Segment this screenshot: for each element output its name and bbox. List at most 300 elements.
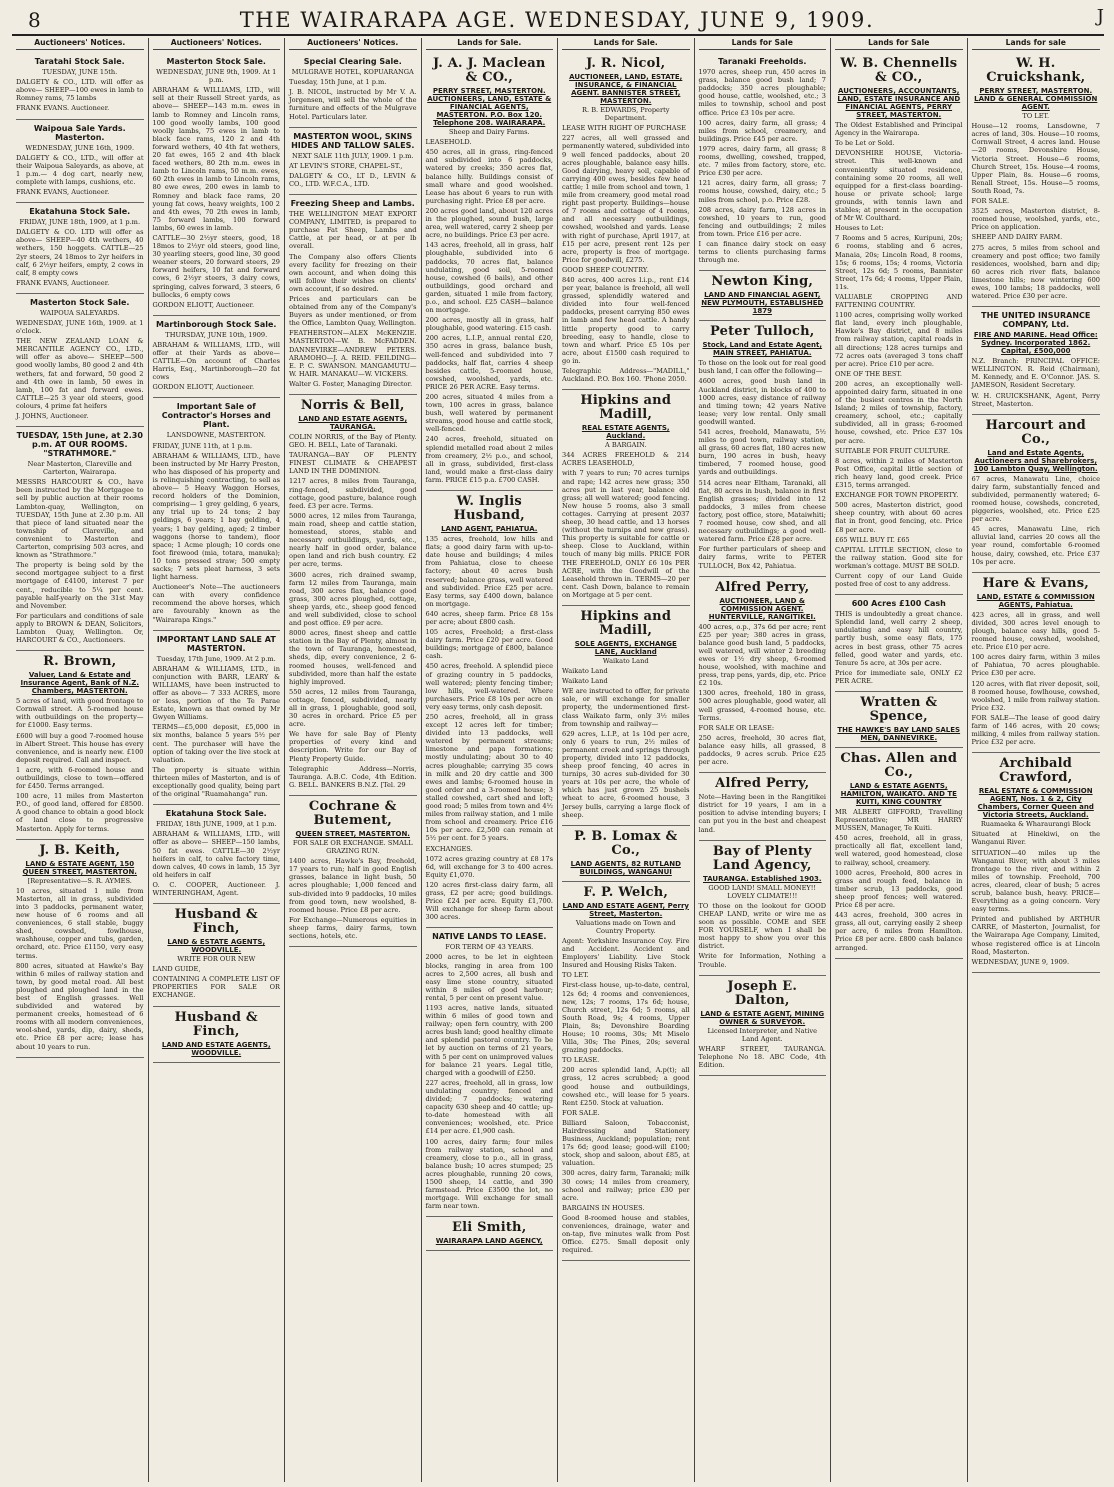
ad-text: Valuations made on Town and Country Property. — [575, 918, 676, 935]
ad-text: FRIDAY, JUNE 18th, 1909, at 1 p.m. — [19, 218, 141, 227]
column-2 — [149, 38, 286, 1482]
advertisement — [16, 840, 144, 1058]
ad-title: J. A. J. Maclean & CO., — [432, 56, 546, 86]
ad-text: 120 acres first-class dairy farm, all grass, £2 per acre; good buildings. Price £24 per acre. Equity £1,700. Will exchange for sheep farm about 300 acres. — [425, 880, 553, 922]
ad-text: Waikato Land — [602, 656, 649, 665]
ad-text: The property is being sold by the second mortgagee subject to a first mortgage of £4100, interest 7 per cent., reducible to 5¼ per cent. payable half-yearly on the 31st May and November. — [16, 561, 144, 610]
advertisement — [153, 805, 281, 904]
ad-text: 67 acres, Manawatu Line, choice dairy farm, substantially fenced and subdivided, permanently watered; 6-roomed house, cowsheds, concreted, piggeries, woolshed, etc. Price £25 per acre. — [971, 474, 1100, 524]
ad-text: 500 acres, Masterton district, good sheep country, with about 60 acres flat in front, good fencing, etc. Price £8 per acre. — [835, 501, 963, 534]
advertisement — [972, 753, 1101, 973]
ad-text: 3525 acres, Masterton district, 8-roomed house, woolshed, yards, etc., Price on application. — [971, 207, 1100, 232]
advertisement — [153, 398, 281, 630]
advertisement — [699, 321, 827, 576]
ad-text: 227 acres, all well grassed and permanently watered, subdivided into 9 well fenced paddocks, about 20 acres ploughable, balance easy hills. Good dairying, heavy soil, capable of carrying 400 ewes, besides few head cattle; 1 mile from school and town, 1 mile from creamery, good metal road right past property. Buildings—house of 7 rooms and cottage of 4 rooms, and all necessary outbuildings, cowshed, woolshed and yards. Lease with right of purchase, April 1917, at £15 per acre, present rent 12s per acre, property is free of mortgage. Price for goodwill, £275. — [562, 134, 690, 264]
advertisement — [289, 195, 417, 395]
ad-text: 100 acres, dairy farm; four miles from railway station, school and creamery, close to p.o., all in grass, balance bush; 10 acres stumped; 25 acres ploughable, running 20 cows, 1500 sheep, 14 cattle, and 390 farmstead. Price £3500 the lot, no mortgage. Will exchange for small farm near town. — [425, 1137, 553, 1211]
ad-title: NATIVE LANDS TO LEASE. — [432, 932, 547, 942]
ad-text: BARGAINS IN HOUSES. — [562, 1203, 645, 1212]
ad-text: Billiard Saloon, Tobacconist, Hairdressing and Stationery Business, Auckland; population; rent 17s 6d; good lease; good-will £100; stock, shop and saloon, about £85, at valuation. — [562, 1118, 690, 1168]
ad-title: Husband & Finch, — [174, 907, 258, 937]
ad-text: Tuesday, 15th June, at 1 p.m. — [289, 78, 387, 87]
ad-text: EXCHANGE FOR TOWN PROPERTY. — [835, 491, 959, 500]
ad-subtitle: LAND AGENTS, 82 RUTLAND BUILDINGS, WANGANUI — [570, 859, 681, 876]
ad-text: 200 acres, mostly all in grass, half ploughable, good watering. £15 cash. — [425, 316, 553, 333]
ad-text: 200 acres, situated 4 miles from a town, 100 acres in grass, balance bush, well watered by permanent streams, good house and cattle stock, well-fenced. — [425, 393, 553, 434]
advertisement — [153, 1007, 281, 1063]
ad-text: NEXT SALE 11th JULY, 1909. 1 p.m. — [291, 151, 414, 160]
ad-text: 450 acres, freehold. A splendid piece of grazing country in 5 paddocks, well watered; plenty fencing timber; low hills, well-watered. Where purchasers. Price £8 10s per acre on very easy terms, only cash deposit. — [425, 662, 553, 711]
ad-text: ABRAHAM & WILLIAMS, LTD., will offer at their Yards as above— CATTLE—On account of Charles Harris, Esq., Martinborough—20 fat cows — [152, 340, 280, 382]
ad-title: Waipoua Sale Yards. Masterton. — [33, 123, 126, 142]
ad-subtitle: PERRY STREET, MASTERTON. LAND & GENERAL COMMISSION AGENT. — [974, 87, 1098, 112]
ad-text: GOOD LAND! SMALL MONEY!! LOVELY CLIMATE!!! — [708, 883, 817, 900]
ad-title: W. Inglis Husband, — [453, 494, 525, 524]
ad-text: MESSRS HARCOURT & CO., have been instructed by the Mortgagee to sell by public auction at their rooms Lambton-quay, Wellington, on TUESDAY, 15th June at 2.30 p.m. All that piece of land situated near the township of Clareville, and convenient to Masterton and Carterton, comprising 503 acres, and known as "Strathmore." — [16, 478, 144, 560]
ad-text: FRANK EVANS, Auctioneer. — [16, 278, 110, 287]
ad-text: Auctioneer's Note—The auctioneers can with every confidence recommend the above horses, which are favourably known as the "Wairarapa Kings." — [152, 583, 280, 624]
ad-text: The property is situate within thirteen miles of Masterton, and is of exceptionally good quality, being part of the original "Ruamahanga" run. — [152, 765, 280, 799]
ad-text: Situated at Hinekiwi, on the Wanganui River. — [971, 830, 1100, 847]
advertisement — [562, 826, 690, 882]
ad-text: 4600 acres, good bush land in Auckland district, in blocks of 400 to 1000 acres, easy distance of railway and timing town; 42 years Native lease; very low rental. Only small goodwill wanted. — [698, 377, 826, 426]
ad-subtitle: PERRY STREET, MASTERTON. AUCTIONEERS, LAND, ESTATE & FINANCIAL AGENTS, MASTERTON. P.O. Box 120. Telephone 208. WAIRARAPA. — [427, 87, 552, 128]
advertisement — [835, 53, 963, 595]
ad-title: Joseph E. Dalton, — [727, 978, 798, 1008]
advertisement — [562, 606, 690, 826]
ad-text: Telegraphic Address—Norris, Tauranga. A.B.C. Code, 4th Edition. G. BELL. BANKERS B.N.Z. [Tel. 29 — [289, 764, 417, 789]
ad-text: DALGETY & CO., LTD. will offer as above— SHEEP—100 ewes in lamb to Romney rams, 75 lambs — [16, 78, 144, 103]
ad-text: 1400 acres, Hawke's Bay, freehold, 17 years to run; half in good English grasses, balance in light bush, 50 acres ploughable; 1,000 fenced and sub-divided into 9 paddocks, 10 miles from good town, new woolshed, 8-roomed house. Price £8 per acre. — [289, 857, 417, 914]
ad-title: Alfred Perry, — [715, 579, 810, 595]
ad-subtitle: WAIRARAPA LAND AGENCY, — [435, 1237, 543, 1246]
ad-text: TO those on the lookout for GOOD CHEAP LAND, write or wire me as soon as possible. COME and SEE FOR YOURSELF, when I shall be most happy to show you over this district. — [698, 901, 826, 951]
ad-text: For Exchange—Numerous equities in sheep farms, dairy farms, town sections, hotels, etc. — [289, 915, 417, 940]
ad-text: 550 acres, 12 miles from Tauranga, cottage, fenced, subdivided, nearly all in grass, 1 ploughable, good soil, 30 acres in orchard. Price £5 per acre. — [289, 687, 417, 729]
ad-subtitle: Stock, Land and Estate Agent, MAIN STREET, PAHIATUA. — [702, 341, 823, 358]
ad-title: Hipkins and Madill, — [580, 608, 672, 638]
ad-text: WE are instructed to offer, for private sale, or will exchange for smaller property, the undermentioned first-class Waikato farm, only 3½ miles from township and railway— — [562, 687, 690, 728]
ad-title: Masterton Stock Sale. — [30, 297, 130, 307]
ad-title: THE UNITED INSURANCE COMPANY, Ltd. — [981, 311, 1091, 330]
advertisement — [972, 307, 1101, 415]
ad-text: FOR SALE—The lease of good dairy farm of 146 acres, with 20 cows; milking, 4 miles from railway station. Price £32 per acre. — [971, 713, 1100, 747]
ad-text: [Representative—S. R. AYMES. — [27, 876, 132, 885]
ad-text: GOOD SHEEP COUNTRY. — [562, 265, 649, 274]
ad-title: Bay of Plenty Land Agency, — [712, 843, 812, 873]
ad-text: WEDNESDAY, JUNE 9th, 1909. At 1 p.m. — [156, 68, 277, 85]
ad-text: 143 acres, freehold, all in grass, half ploughable, subdivided into 6 paddocks, 70 acres flat, balance undulating, good soil, 5-roomed house, cowshed (6 bails), and other outbuildings, good orchard and garden, situated 1 mile from factory, p.o., and school. £25 CASH—balance on mortgage. — [425, 241, 553, 315]
ad-text: Note—Having been in the Rangitikei district for 19 years, I am in a position to advise intending buyers; I can put you in the best and cheapest land. — [698, 793, 826, 834]
ad-text: 344 ACRES FREEHOLD & 214 ACRES LEASEHOLD, — [562, 451, 690, 468]
ad-title: Hipkins and Madill, — [580, 393, 672, 423]
ad-text: THURSDAY, JUNE 10th, 1909. — [165, 330, 268, 339]
ad-text: EXCHANGES. — [425, 844, 473, 853]
ad-text: 2000 acres, to be let in eighteen blocks, ranging in area from 100 acres to 2,500 acres, all bush and easy lime stone country, situated within 8 miles of good harbour; rental, 5 per cent on present value. — [425, 953, 553, 1002]
ad-text: FOR SALE. — [562, 1108, 600, 1117]
ad-text: MULGRAVE HOTEL, KOPUARANGA — [291, 68, 414, 77]
ad-text: SUITABLE FOR FRUIT CULTURE. — [835, 446, 951, 455]
ad-text: TO LEASE. — [562, 1056, 600, 1065]
column-7 — [831, 38, 968, 1482]
ad-text: 443 acres, freehold, 300 acres in grass, all out, carrying easily 2 sheep per acre, 6 miles from Hamilton. Price £8 per acre. £800 cash balance arranged. — [835, 911, 963, 952]
ad-text: 5 acres of land, with good frontage to Cornwall street. A 5-roomed house with outbuildings on the property—for £1000. Easy terms. — [16, 697, 144, 730]
advertisement — [972, 573, 1101, 754]
column-heading: Auctioneers' Notices. — [16, 38, 144, 50]
ad-title: Alfred Perry, — [715, 776, 810, 792]
ad-text: 1000 acres, Freehold, 800 acres in grass and rough feed, balance in timber scrub, 13 paddocks, good sheep proof fences; well watered. Price £8 per acre. — [835, 868, 963, 910]
ad-title: Freezing Sheep and Lambs. — [290, 199, 415, 209]
advertisement — [16, 203, 144, 294]
newspaper-title: THE WAIRARAPA AGE. WEDNESDAY, JUNE 9, 1909. — [239, 8, 875, 32]
ad-text: Tuesday, 17th June, 1909. At 2 p.m. — [156, 654, 276, 663]
ad-text: W. H. CRUICKSHANK, Agent, Perry Street, Masterton. — [971, 391, 1100, 408]
ad-text: 275 acres, 5 miles from school and creamery and post office; two family residences, woolshed, barn and dip; 60 acres rich river flats, balance limestone hills; now wintering 600 ewes, 100 lambs; 18 paddocks, well watered. Price £30 per acre. — [971, 243, 1100, 301]
ad-text: FOR SALE. — [971, 197, 1010, 206]
ad-text: 450 acres, all in grass, ring-fenced and subdivided into 6 paddocks, watered by creeks; 350 acres flat, balance hilly. Buildings consist of small whare and good woolshed. Lease has about 6 years to run with purchasing right. Price £8 per acre. — [425, 148, 553, 205]
column-heading: Auctioneers' Notices. — [153, 38, 281, 50]
ad-title: Martinborough Stock Sale. — [156, 319, 277, 329]
ad-subtitle: SOLE AGENTS, EXCHANGE LANE, Auckland — [574, 639, 677, 656]
column-4 — [422, 38, 559, 1482]
ad-text: 300 acres, dairy farm, Taranaki; milk 30 cows; 14 miles from creamery, school and railway; price £30 per acre. — [562, 1169, 690, 1202]
ad-text: DALGETY & CO., LTD., will offer at their Waipoua Saleyards, as above, at 1 p.m.— 4 dog cart, nearly new, complete with lamps, cushions, etc. — [16, 153, 144, 186]
ad-subtitle: Land and Estate Agents, Auctioneers and Sharebrokers, 100 Lambton Quay, Wellington. — [973, 448, 1098, 473]
advertisement — [699, 53, 827, 271]
ad-text: TUESDAY, JUNE 15th. — [42, 68, 118, 77]
ad-text: Waikato Land — [562, 677, 608, 686]
ad-title: TUESDAY, 15th June, at 2.30 p.m. AT OUR ROOMS. "STRATHMORE." — [16, 431, 143, 459]
ad-text: 135 acres, freehold, low hills and flats; a good dairy farm with up-to-date house and buildings; 4 miles from Pahiatua, close to cheese factory; about 40 acres bush reserved; balance grass, well watered and subdivided. Price £25 per acre. Easy terms, say £400 down, balance on mortgage. — [425, 535, 553, 608]
advertisement — [562, 390, 690, 606]
ad-text: 121 acres, dairy farm, all grass; 7 rooms house, cowshed, dairy, etc.; 5 miles from school, p.o. Price £28. — [698, 179, 826, 204]
ad-text: VALUABLE CROPPING AND FATTENING COUNTRY. — [835, 292, 963, 310]
ad-text: 514 acres near Eltham, Taranaki, all flat, 80 acres in bush, balance in first English grasses; divided into 12 paddocks, 3 miles from cheese factory, post office, store, Mataiwhiti; 7 roomed house, cow shed, and all necessary outbuildings; a good well-watered farm. Price £28 per acre. — [698, 478, 826, 544]
advertisement — [289, 395, 417, 796]
ad-text: J. B. NICOL, instructed by Mr V. A. Jorgensen, will sell the whole of the furniture and effects of the Mulgrave Hotel. Particulars later. — [289, 88, 417, 121]
ad-text: 450 acres, freehold, all in grass, practically all flat, excellent land, well watered, good homestead, close to railway, school, creamery. — [835, 834, 963, 867]
ad-text: The Company also offers Clients every facility for freezing on their own account, and when doing this will follow their wishes on clients' own account, if so desired. — [289, 252, 417, 293]
ad-text: £600 will buy a good 7-roomed house in Albert Street. This house has every convenience, and is nearly new. £100 deposit required. Call and inspect. — [16, 731, 144, 764]
ad-text: TERMS—£5,000 deposit, £5,000 in six months, balance 5 years 5½ per cent. The purchaser will have the option of taking over the live stock at valuation. — [152, 723, 280, 764]
ad-text: Licensed Interpreter, and Native Land Agent. — [707, 1026, 817, 1043]
ad-text: 250 acres, freehold, 30 acres flat, balance easy hills, all grassed, 8 paddocks, 9 acres scrub. Price £25 per acre. — [698, 733, 826, 767]
ad-text: FRANK EVANS, Auctioneer. — [16, 188, 110, 197]
advertisement — [289, 128, 417, 195]
ad-text: SHEEP AND DAIRY FARM. — [971, 233, 1063, 242]
column-heading: Auctioneers' Notices. — [289, 38, 417, 50]
ad-title: Wratten & Spence, — [860, 695, 938, 724]
corner-mark: J — [1096, 6, 1104, 27]
ad-title: Norris & Bell, — [300, 398, 405, 413]
ad-title: Cochrane & Butement, — [308, 798, 397, 828]
ad-title: Taranaki Freeholds. — [718, 57, 807, 67]
ad-text: DALGETY & CO. LTD will offer as above— SHEEP—40 4th wethers, 40 wethers, 150 hoggets. CATTLE—25 2yr steers, 24 18mos to 2yr heifers in calf, 6 2½yr heifers, empty, 2 cows in calf, 8 empty cows — [16, 228, 144, 277]
ad-subtitle: FIRE AND MARINE. Head Office: Sydney. Incorporated 1862. Capital, £500,000 — [973, 331, 1098, 356]
ad-text: 3600 acres, rich drained swamp, farm 12 miles from Tauranga, main road, 300 acres flax, balance good grass, 300 acres ploughed, cottage, sheep yards, etc., sheep good fenced and well subdivided, close to school and post office. £9 per acre. — [289, 570, 417, 628]
ad-text: AT LEVIN'S STORE, CHAPEL-ST., — [289, 161, 403, 170]
ad-text: FRANK EVANS. Auctioneer. — [16, 104, 110, 113]
ad-title: 600 Acres £100 Cash — [851, 599, 946, 609]
ad-text: LANSDOWNE, MASTERTON. — [166, 431, 266, 440]
ad-text: £65 WILL BUY IT. £65 — [835, 535, 910, 544]
advertisement — [426, 928, 554, 1217]
ad-text: 10 acres, situated 1 mile from Masterton, all in grass, subdivided into 3 paddocks, permanent water, new house of 6 rooms and all conveniences, 6 stall stable, buggy shed, cowshed, fowlhouse, washhouse, copper and tubs, garden, orchard, etc. Price £1150, very easy terms. — [16, 886, 144, 960]
ad-subtitle: LAND & ESTATE AGENTS, WOODVILLE. — [167, 938, 266, 955]
ad-text: House—12 rooms, Lansdowne, 7 acres of land, 30s. House—10 rooms, Cornwall Street, 4 acres land. House—20 rooms, Devonshire House, Victoria Street. House—6 rooms, Church Street, 15s. House—4 rooms, Upper Plain, 8s. House—6 rooms, Renall Street, 15s. House—5 rooms, South Road, 7s. — [971, 122, 1100, 195]
ad-subtitle: QUEEN STREET, MASTERTON. — [295, 829, 410, 838]
ad-text: FRIDAY, JUNE 11th, at 1 p.m. — [152, 441, 253, 450]
ad-text: CONTAINING A COMPLETE LIST OF PROPERTIES FOR SALE OR EXCHANGE. — [152, 975, 280, 1000]
advertisement — [16, 427, 144, 651]
ad-title: F. P. Welch, — [583, 884, 669, 900]
ad-text: DALGETY & CO., LT D., LEVIN & CO., LTD. W.F.C.A., LTD. — [289, 171, 417, 188]
ad-subtitle: LAND AND ESTATE AGENT, Perry Street, Masterton. — [562, 901, 689, 918]
ad-text: ABRAHAM & WILLIAMS, LTD., will offer as above— SHEEP—150 lambs, 50 fat ewes. CATTLE—30 2½yr heifers in calf, to calve factory time, down calves, 40 cows in lamb, 15 3yr old heifers in calf — [152, 830, 280, 879]
ad-text: WAIPOUA SALEYARDS. — [39, 308, 120, 317]
ad-title: Taratahi Stock Sale. — [34, 57, 125, 67]
ad-text: MR ALBERT GIFFORD, Travelling Representative; MR HARRY MUSSEN, Manager, Te Kuiti. — [835, 808, 963, 833]
advertisement — [426, 53, 554, 491]
ad-text: 120 acres, with flat river deposit, soil, 8 roomed house, fowlhouse, cowshed, woolshed, 1 mile from railway station. Price £32. — [971, 679, 1100, 712]
ad-title: Archibald Crawford, — [999, 756, 1073, 786]
ad-text: FOR SALE OR LEASE: — [698, 723, 775, 732]
ad-text: CATTLE—30 2½yr steers, good, 18 18mos to 2½yr old steers, good line, 30 yearling steers, good line, 30 good weaner steers, 20 forward steers, 29 forward heifers, 10 fat and forward cows, 6 2½yr steers, 3 dairy cows, springing, calves forward, 3 steers, 6 bullocks, 6 empty cows — [152, 233, 280, 299]
ad-text: 800 acres, situated at Hawke's Bay within 6 miles of railway station and town, by good metal road. All best ploughed and ploughed land in the best of English grasses. Well subdivided and watered by permanent creeks, homestead of 6 rooms with all modern conveniences, wool-shed, yards, dip, dairy, sheds, etc. Price £8 per acre; lease has about 10 years to run. — [16, 961, 144, 1051]
ad-text: Write for Information, Nothing a Trouble. — [698, 952, 826, 969]
ad-text: GORDON ELIOTT, Auctioneer. — [152, 383, 255, 392]
ad-text: LAND GUIDE, — [152, 965, 201, 974]
ad-subtitle: REAL ESTATE & COMMISSION AGENT, Nos. 1 & 2, City Chambers, Corner Queen and Victoria Streets, Auckland. — [977, 787, 1094, 820]
ad-text: FOR TERM OF 43 YEARS. — [445, 943, 534, 952]
advertisement — [699, 773, 827, 840]
ad-text: 200 acres, an exceptionally well-appointed dairy farm, situated in one of the busiest centres in the North Island; 2 miles of township, factory, creamery, school, etc.; capitally subdivided, all in grass; 6-roomed house, cowshed, etc. Price £37 10s per acre. — [835, 379, 963, 445]
ad-text: We have for sale Bay of Plenty properties of every kind and description. Write for our Bay of Plenty Property Guide. — [289, 730, 417, 763]
ad-text: 227 acres, freehold, all in grass, low undulating country; fenced and divided; 7 paddocks; watering capacity 630 sheep and 40 cattle; up-to-date homestead with all conveniences; woolshed, etc. Price £14 per acre. £1,900 cash. — [425, 1078, 553, 1136]
ad-title: IMPORTANT LAND SALE AT MASTERTON. — [156, 634, 276, 653]
ad-text: To be Let or Sold. — [835, 139, 895, 148]
ad-text: 400 acres, o.p., 37s 6d per acre; rent £25 per year; 380 acres in grass, balance good bush land, 5 paddocks, well watered, will winter 2 breeding ewes or 1½ dry sheep, 6-roomed house, woolshed, with machine and press, trap pens, yards, dip, etc. Price £2 10s. — [698, 622, 826, 688]
ad-text: 100 acres dairy farm, within 3 miles of Pahiatua, 70 acres ploughable. Price £30 per acre. — [971, 653, 1100, 678]
advertisement — [16, 120, 144, 204]
ad-text: Walter G. Foster, Managing Director. — [289, 379, 413, 388]
ad-title: J. B. Keith, — [39, 842, 121, 858]
advertisement — [699, 841, 827, 976]
ad-text: For particulars and conditions of sale apply to BROWN & DEAN, Solicitors, Lambton Quay, Wellington. Or, HARCOURT & CO., Auctioneers. — [16, 611, 144, 645]
ad-title: Masterton Stock Sale. — [166, 57, 266, 67]
ad-text: ABRAHAM & WILLIAMS, LTD., have been instructed by Mr Harry Preston, who has disposed of his property and is relinquishing contracting, to sell as above— 5 Heavy Waggon Horses, record holders of the Dominion, comprising— 1 grey gelding, 6 years, any trial up to 24 tons; 2 bay geldings, 6 years; 1 bay gelding, 4 years; 1 bay gelding, aged; 2 timber waggons (horse to tandem), floor space; 1 Acme plough; 10 cords one foot firewood (mia, totara, manuka); 10 tons pressed straw; 500 empty sacks; 7 sets pleat harness, 3 sets light harness. — [152, 451, 280, 582]
ad-text: WHARF STREET, TAURANGA. Telephone No 18. ABC Code, 4th Edition. — [698, 1044, 826, 1069]
ad-title: Chas. Allen and Co., — [840, 751, 958, 780]
ad-text: 629 acres, L.I.P., at 1s 10d per acre, only 6 years to run, 2½ miles of permanent creek and springs through property, divided into 12 paddocks, sheep proof fencing, 40 acres in turnips, 30 acres sub-divided for 30 years at 10s per acre, the whole of which has just grown 25 bushels wheat to acre, 6-roomed house, 3 Jersey bulls, carrying a large flock of sheep. — [562, 729, 690, 819]
ad-text: LEASEHOLD. — [425, 138, 472, 147]
ad-text: WRITE FOR OUR NEW — [177, 955, 256, 964]
advertisement — [426, 1217, 554, 1251]
advertisement — [835, 595, 963, 692]
ad-text: 7 Rooms and 5 acres, Kuripuni, 20s; 6 rooms, stabling and 6 acres, Manaia, 20s; Lincoln Road, 8 rooms, 15s; 6 rooms, 15s; 4 rooms, Victoria Street, 12s 6d; 5 rooms, Bannister Street, 17s 6d; 4 rooms, Upper Plain, 11s. — [835, 234, 963, 291]
ad-text: Waikato Land — [562, 667, 608, 676]
ad-title: R. Brown, — [43, 654, 117, 670]
advertisement — [153, 53, 281, 316]
ad-text: Prices and particulars can be obtained from any of the Company's Buyers as under mentioned, or from the Office, Lambton Quay, Wellington. — [289, 294, 417, 328]
ad-text: 1 acre, with 6-roomed house and outbuildings, close to town—offered for £450. Terms arranged. — [16, 765, 144, 791]
ad-subtitle: Valuer, Land & Estate and Insurance Agent, Bank of N.Z. Chambers, MASTERTON. — [20, 671, 139, 696]
advertisement — [16, 53, 144, 119]
advertisement — [972, 415, 1101, 573]
ad-text: TAURANGA—BAY OF PLENTY FINEST CLIMATE & CHEAPEST LAND IN THE DOMINION. — [289, 451, 417, 476]
ad-title: Eli Smith, — [452, 1220, 527, 1236]
ad-text: J. JOHNS, Auctioneer. — [16, 412, 89, 420]
advertisement — [699, 976, 827, 1076]
ad-text: 1100 acres, comprising wolly worked flat land, every inch ploughable, Hawke's Bay district, and 8 miles from railway station, capital roads in all directions; 128 acres turnips and 72 acres oats (averaged 3 tons chaff per acre). Price £10 per acre. — [835, 311, 963, 368]
ad-subtitle: LAND AND ESTATE AGENTS, WOODVILLE. — [161, 1040, 271, 1057]
ad-subtitle: LAND & ESTATE AGENT, MINING OWNER & SURVEYOR. — [700, 1009, 825, 1026]
ad-title: MASTERTON WOOL, SKINS HIDES AND TALLOW SALES. — [291, 131, 415, 150]
ad-text: DEVONSHIRE HOUSE, Victoria-street. This well-known and conveniently situated residence, containing some 20 rooms, all well equipped for a first-class boarding-house or private school; large grounds, with tennis lawn and stables; at present in the occupation of Mr W. Coulthard. — [835, 149, 963, 223]
advertisement — [426, 491, 554, 928]
ad-title: J. R. Nicol, — [586, 56, 666, 72]
ad-text: GORDON ELIOTT, Auctioneer. — [152, 300, 255, 309]
ad-subtitle: AUCTIONEERS, ACCOUNTANTS, LAND, ESTATE INSURANCE AND FINANCIAL AGENTS, PERRY STREET, MASTERTON. — [837, 87, 961, 120]
ad-title: P. B. Lomax & Co., — [574, 828, 678, 858]
column-heading: Lands for Sale. — [562, 38, 690, 50]
ad-subtitle: AUCTIONEER, LAND, ESTATE, INSURANCE, & FINANCIAL AGENT. BANNISTER STREET, MASTERTON. — [569, 73, 683, 106]
ad-text: 8000 acres, finest sheep and cattle station in the Bay of Plenty, almost in the town of Tauranga, homestead, sheds, dip, every convenience, 2 6-roomed houses, well-fenced and subdivided, more than half the estate highly improved. — [289, 629, 417, 686]
ad-text: 541 acres, freehold, Manawatu, 5½ miles to good town, railway station, all grass, 60 acres flat, 180 acres new burn, 190 acres in bush, heavy timbered, 7 roomed house, good yards and outbuildings. — [698, 428, 826, 477]
ad-text: 208 acres, dairy farm, 128 acres in cowshed, 10 years to run, good fencing and outbuildings; 2 miles from town. Price £16 per acre. — [698, 205, 826, 238]
ad-subtitle: REAL ESTATE AGENTS, Auckland. — [581, 424, 670, 441]
advertisement — [153, 904, 281, 1006]
column-heading: Lands for Sale — [699, 38, 827, 50]
ad-title: W. H. Cruickshank, — [986, 56, 1086, 86]
ad-text: Sheep and Dairy Farms. — [448, 128, 530, 137]
advertisement — [289, 796, 417, 947]
ad-text: 200 acres splendid land, A.p(t); all grass, 12 acres scrubbed; a good good house and outbuildings, cowshed etc., will lease for 5 years. Rent £250. Stock at valuation. — [562, 1066, 690, 1107]
ad-text: The Oldest Established and Principal Agency in the Wairarapa. — [835, 121, 963, 138]
ad-text: 200 acres, L.I.P., annual rental £20, 350 acres in grass, balance bush, well-fenced and subdivided into 7 paddocks, half flat, carries 4 sheep besides cattle, 5-roomed house, cowshed, woolshed, yards, etc. PRICE 26 PER ACRE. Easy terms. — [425, 334, 553, 391]
column-heading: Lands for sale — [972, 38, 1101, 50]
ad-text: with 7 years to run; 70 acres turnips and rape; 142 acres new grass; 350 acres put in last year, balance old grass; all well watered; good fencing. New house 5 rooms, also 3 small cottages. Carrying at present 2037 sheep, 30 head cattle, and 13 horses (without the turnips and new grass). This property is suitable for cattle or sheep. Close to Auckland, within touch of many big mills. PRICE FOR THE FREEHOLD, ONLY £6 10s PER ACRE, with the Goodwill of the Leasehold thrown in. TERMS—20 per cent. Cash Down, balance to remain on Mortgage at 5 per cent. — [562, 469, 690, 599]
ad-subtitle: LAND AGENT, PAHIATUA. — [441, 525, 538, 534]
ad-text: Current copy of our Land Guide posted free of cost to any address. — [835, 571, 963, 589]
ad-text: COLIN NORRIS, of the Bay of Plenty. GEO. H. BELL, Late of Taranaki. — [289, 433, 417, 450]
ad-text: 250 acres, freehold, all in grass except 12 acres left for timber; divided into 13 paddocks, well watered by permanent streams; limestone and papa formations; mostly undulating; about 30 to 40 acres ploughable; carrying 35 cows in milk and 20 dry cattle and 300 ewes and lambs; 6-roomed house in good order and a 3-roomed house; 3 stalled cowshed, cart shed and loft; good road; 5 miles from town and 4½ miles from railway station, and 1 mile from school and creamery. Price £16 10s per acre. £2,500 can remain at 5½ per cent. for 5 years. — [425, 713, 553, 843]
column-3 — [285, 38, 422, 1482]
ad-text: THIS is undoubtedly a great chance. Splendid land, well carry 2 sheep, undulating and easy hill country, partly bush, some easy flats, 175 acres in best grass, other 75 acres felled, good water and yards, etc. Tenure 5s acre, at 30s per acre. — [835, 610, 963, 667]
ad-text: Ruamaeka & Wharaurangi Block — [980, 820, 1091, 829]
advertisement — [835, 748, 963, 959]
ad-text: 1970 acres, sheep run, 450 acres in grass, balance good bush land; 7 paddocks; 350 acres ploughable; good house, cattle, woolshed, etc.; 3 miles to township, school and post office. Price £3 10s per acre. — [698, 68, 826, 117]
ad-subtitle: LAND, ESTATE & COMMISSION AGENTS, Pahiatua. — [976, 592, 1095, 609]
ad-title: Special Clearing Sale. — [303, 57, 402, 67]
ad-title: Hare & Evans, — [982, 575, 1089, 591]
advertisement — [153, 631, 281, 806]
masthead-rule — [12, 34, 1104, 36]
ad-text: 1979 acres, dairy farm, all grass; 8 rooms, dwelling, cowshed, trapped, etc. 7 miles from factory, store, etc. Price £30 per acre. — [698, 144, 826, 178]
ad-title: W. B. Chennells & CO., — [840, 56, 958, 86]
ad-subtitle: LAND & ESTATE AGENTS, HAMILTON, WAIKATO. AND TE KUITI, KING COUNTRY — [840, 782, 957, 806]
ad-text: ABRAHAM & WILLIAMS, LTD., will sell at their Russell Street yards, as above— SHEEP—143 m.m. ewes in lamb to Romney and Lincoln rams, 100 good woolly lambs, 100 good woolly lambs, 75 ewes in lamb to black face rams, 120 2 and 4th forward wethers, 40 4th fat wethers, 20 fat ewes, 165 2 and 4th black faced wethers, 80 2th m.m. ewes in lamb to Lincoln rams, 50 m.m. ewes, 60 2th ewes in lamb to Lincoln rams, 80 ewe ewes, 200 ewes in lamb to Romney and black face rams, 20 young fat cows, heavy weights, 100 2 and 4th ewes, 70 2th ewes in lamb, 75 forward lambs, 100 forward lambs, 60 ewes in lamb. — [152, 86, 280, 232]
column-heading: Lands for Sale. — [426, 38, 554, 50]
ad-text: WEDNESDAY, JUNE 9, 1909. — [971, 957, 1070, 966]
ad-text: FOR SALE OR EXCHANGE. SMALL GRAZING RUN. — [292, 838, 413, 856]
ad-text: Good 8-roomed house and stables, conveniences, drainage, water and on-tap, five minutes walk from Post Office. £275. Small deposit only required. — [562, 1213, 690, 1255]
advertisement — [16, 651, 144, 840]
ad-text: For further particulars of sheep and dairy farms, write to PETER TULLOCH, Box 42, Pahiatua. — [698, 545, 826, 570]
advertisement — [562, 882, 690, 1262]
ad-text: 423 acres, all in grass, and well divided, 300 acres level enough to plough, balance easy hills, good 5-roomed house, cowshed, woolshed, etc. Price £10 per acre. — [971, 610, 1100, 652]
ad-text: FEATHERSTON—ALEX McKENZIE. MASTERTON—W. B. McFADDEN. DANNEVIRKE—ANDREW PETERS. ARAMOHO—J. A. REID. FEILDING—E. P. C. SWANSON. MANGAMUTU—W. HAIR. MANAKAU—W. VICKERS. — [289, 329, 417, 378]
ad-title: Important Sale of Contractor's Horses and Plant. — [161, 402, 271, 430]
advertisement — [699, 577, 827, 774]
column-8 — [968, 38, 1105, 1482]
ad-text: CAPITAL LITTLE SECTION, close to the railway station. Good site for workman's cottage. MUST BE SOLD. — [835, 545, 963, 570]
ad-text: ONE OF THE BEST. — [835, 369, 902, 378]
ad-text: 200 acres good land, about 120 acres in the ploughed, sound bush, large area, well watered, carry 2 sheep per acre, no buildings. Price £3 per acre. — [425, 206, 553, 240]
advertisement — [699, 271, 827, 321]
ad-text: O. C. COOPER, Auctioneer. J. WINTERINGHAM, Agent. — [152, 880, 280, 897]
ad-text: FRIDAY, 18th JUNE, 1909, at 1 p.m. — [155, 820, 277, 829]
ad-text: 1072 acres grazing country at £8 17s 6d, will exchange for 3 to 400 acres. Equity £1,070. — [425, 854, 553, 879]
ad-title: Newton King, — [711, 274, 814, 290]
ad-text: LEASE WITH RIGHT OF PURCHASE — [562, 124, 686, 133]
ad-text: WEDNESDAY, JUNE 16th, 1909. — [25, 143, 135, 152]
column-6 — [695, 38, 832, 1482]
advertisement — [289, 53, 417, 128]
column-1 — [12, 38, 149, 1482]
ad-text: To those on the look out for real good bush land, I can offer the following— — [698, 359, 826, 376]
masthead — [0, 0, 1114, 36]
ad-text: 640 acres, sheep farm. Price £8 15s per acre; about £800 cash. — [425, 609, 553, 626]
ad-text: 1193 acres, native lands, situated within 6 miles of good town and railway; open fern country, with 200 acres bush land; good healthy climate and splendid pastoral country. To be let by auction on terms of 21 years, with 5 per cent on unimproved values for balance 21 years. Legal title, charged with a goodwill of £250. — [425, 1004, 553, 1077]
ad-subtitle: LAND AND ESTATE AGENTS, TAURANGA. — [298, 415, 408, 431]
ad-text: First-class house, up-to-date, central, 12s 6d; 4 rooms and conveniences, new, 12s; 7 rooms, 17s 6d; house, Church street, 12s 6d; 5 rooms, all South Road, 9s; 4 rooms, Upper Plain, 8s; Devonshire Boarding House; 10 rooms, 30s; Mt Miselo Villa, 30s; The Pines, 20s; several grazing paddocks. — [562, 981, 690, 1055]
page-number: 8 — [28, 8, 41, 32]
ad-text: 45 acres, Manawatu Line, rich alluvial land, carries 20 cows all the year round, comfortable 6-roomed house, dairy, cowshed, etc. Price £37 10s per acre. — [971, 525, 1100, 566]
ad-text: Agent: Yorkshire Insurance Coy. Fire and Accident. Accident and Employers' Liability. Live Stock Insured and Housing Risks Taken. — [562, 936, 690, 970]
ad-text: R. B. EDWARDS, Property Department. — [582, 106, 670, 123]
ad-subtitle: AUCTIONEER, LAND & COMMISSION AGENT. HUNTERVILLE, RANGITIKEI. — [708, 596, 816, 621]
ad-subtitle: LAND AND FINANCIAL AGENT, NEW PLYMOUTH, ESTABLISHED 1879 — [701, 291, 824, 316]
advertisement — [972, 53, 1101, 307]
ad-text: TO LET. — [1022, 112, 1050, 121]
ad-subtitle: TAURANGA. Established 1903. — [703, 874, 822, 883]
ad-text: Houses to Let: — [835, 224, 884, 233]
ad-text: 100 acres, dairy farm, all grass; 4 miles from school, creamery, and buildings. Price £45 per acre. — [698, 118, 826, 143]
ad-text: Price for immediate sale, ONLY £2 PER ACRE. — [835, 668, 963, 685]
column-5 — [558, 38, 695, 1482]
ad-subtitle: LAND & ESTATE AGENT, 150 QUEEN STREET, MASTERTON. — [22, 859, 137, 876]
ad-title: Ekatahuna Stock Sale. — [165, 809, 267, 819]
ad-text: 5000 acres, 12 miles from Tauranga, main road, sheep and cattle station, homestead, stores, stable and necessary outbuildings, yards, etc., nearly half in good order, balance open land and rich bush country. £2 per acre, terms. — [289, 511, 417, 569]
ad-text: Telegraphic Address—"MADILL," Auckland. P.O. Box 160. 'Phone 2050. — [562, 367, 690, 384]
ad-text: I can finance dairy stock on easy terms to clients purchasing farms through me. — [698, 239, 826, 265]
ad-text: 8 acres, within 2 miles of Masterton Post Office, capital little section of rich heavy land, good creek. Price £315, terms arranged. — [835, 456, 963, 490]
ad-text: THE NEW ZEALAND LOAN & MERCANTILE AGENCY CO., LTD., will offer as above— SHEEP—500 good woolly lambs, 80 good 2 and 4th wethers, fat and forward, 50 good 2 and 4th owe in lamb, 50 ewes in lamb, 100 fat and forward ewes. CATTLE—25 3 year old steers, good colours, 4 prime fat heifers — [16, 337, 144, 410]
advertisement — [562, 53, 690, 390]
ad-title: Harcourt and Co., — [985, 417, 1086, 447]
ad-text: A BARGAIN. — [604, 441, 647, 450]
ad-text: 100 acre, 11 miles from Masterton P.O., of good land, offered for £8500. A good chance to obtain a good block of land close to progressive Masterton. Apply for terms. — [16, 792, 144, 833]
advertisement — [835, 692, 963, 748]
ad-title: Peter Tulloch, — [709, 324, 815, 340]
ad-text: THE WELLINGTON MEAT EXPORT COMPANY, LIMITED, is prepared to purchase Fat Sheep, Lambs and Cattle, at per head, or at per lb overall. — [289, 210, 417, 251]
ad-text: TO LET. — [562, 971, 589, 980]
advertisement — [16, 294, 144, 427]
ad-text: N.Z. Branch: PRINCIPAL OFFICE: WELLINGTON. R. Reid (Chairman), M. Kennedy, and E. O'Connor. JAS. S. JAMESON, Resident Secretary. — [971, 357, 1100, 390]
newspaper-columns — [12, 38, 1104, 1482]
ad-text: 240 acres, freehold, situated on splendid metalled road about 2 miles from creamery, 2½ p.o., and school, all in grass, subdivided, first-class land, would make a first-class dairy farm. PRICE £15 p.a. £700 CASH. — [425, 435, 553, 484]
